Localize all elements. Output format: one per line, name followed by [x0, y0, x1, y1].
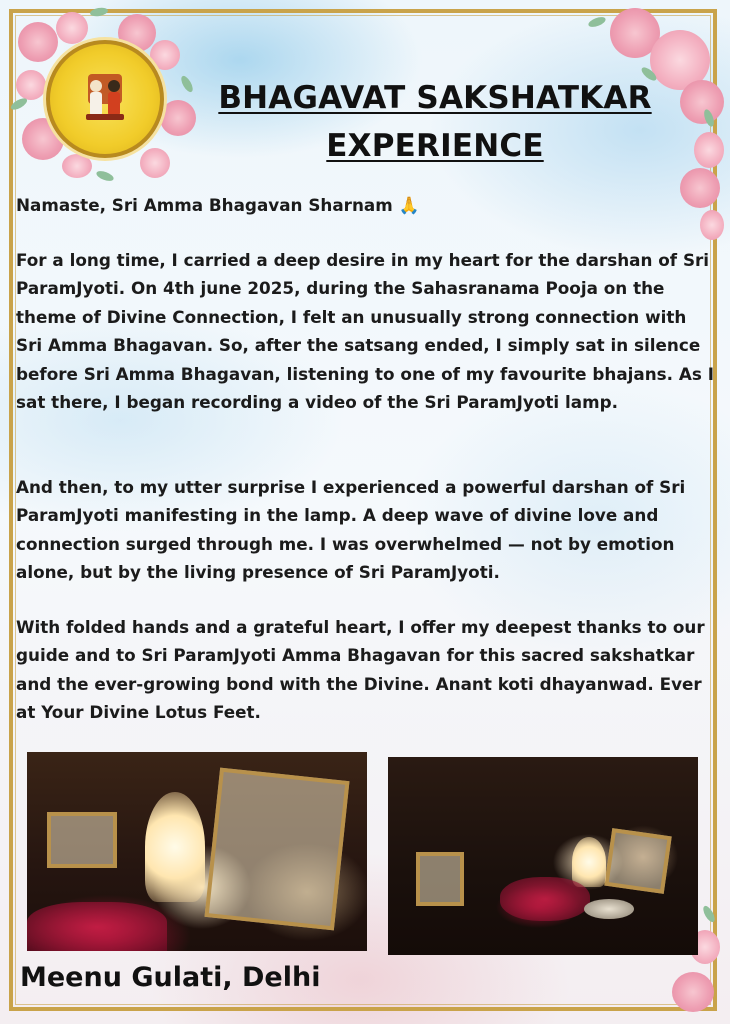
paragraph-1: For a long time, I carried a deep desire in my heart for the darshan of Sri ParamJyoti. On 4th june 2025, during the Sahasranama Pooja on the theme of Divine Connection, I felt an unusually strong connection with Sri Amma Bhagavan. So, after the satsang ended, I simply sat in silence before Sri Amma Bhagavan, listening to one of my favourite bhajans. As I sat there, I began recording a video of the Sri ParamJyoti lamp. [16, 250, 714, 413]
picture-frame [604, 828, 671, 894]
amma-bhagavan-logo [46, 40, 164, 158]
lamp-photo-2 [388, 757, 698, 955]
lamp-glow [572, 837, 606, 887]
page-title-line2: EXPERIENCE [326, 128, 544, 164]
lamp-photo-1 [27, 752, 367, 951]
paragraph-2: And then, to my utter surprise I experienced a powerful darshan of Sri ParamJyoti manifesting in the lamp. A deep wave of divine love and connection surged through me. I was overwhelmed — not by emotion alone, but by the living presence of Sri ParamJyoti. [16, 477, 686, 583]
plate [584, 899, 634, 919]
small-frame [47, 812, 117, 868]
flower-offering [500, 877, 590, 921]
paragraph-3: With folded hands and a grateful heart, I offer my deepest thanks to our guide and to Sri ParamJyoti Amma Bhagavan for this sacred sakshatkar and the ever-growing bond with the Divine. Anant koti dhayanwad. Ever at Your Divine Lotus Feet. [16, 617, 705, 723]
page-title-line1: BHAGAVAT SAKSHATKAR [218, 80, 652, 116]
author-signature: Meenu Gulati, Delhi [20, 962, 321, 993]
small-frame [416, 852, 464, 906]
picture-frame [205, 768, 350, 931]
flower-garland [27, 902, 167, 951]
lamp-glow [145, 792, 205, 902]
greeting: Namaste, Sri Amma Bhagavan Sharnam 🙏 [16, 195, 420, 215]
